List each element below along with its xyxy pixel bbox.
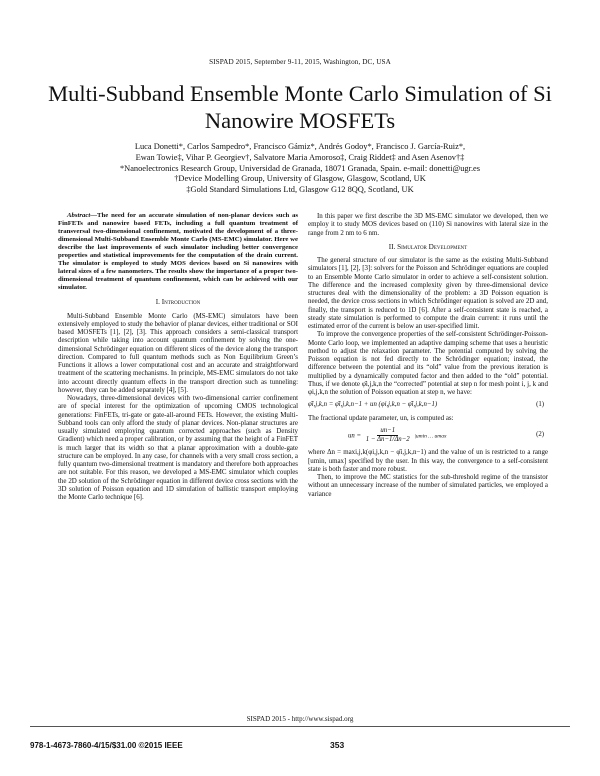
conference-header: SISPAD 2015, September 9-11, 2015, Washington, DC, USA <box>209 58 391 66</box>
equation-1-number: (1) <box>536 401 544 409</box>
paper-overview-paragraph: In this paper we first describe the 3D MS-EMC simulator we developed, then we employ it to study MOS devices based on (110) Si nanowires with lateral size in the range from 2 nm to 6 nm. <box>308 212 548 237</box>
footer-divider <box>30 726 570 727</box>
intro-paragraph-2: Nowadays, three-dimensional devices with two-dimensional carrier confinement are of special interest for the optimization of upcoming CMOS technological generations: FinFETs, tri-gate or gate-all-around FETs. However, the existing Multi-Subband tools can only afford the study of planar devices. Non-planar structures are usually simulated employing quantum corrected approaches (such as Density Gradient) which need a proper calibration, or by assuming that the height of a FinFET is much larger that its width so that a planar approximation with a double-gate structure can be employed. In any case, for channels with a very small cross section, a fully quantum two-dimensional treatment is mandatory and therefore both approaches are not suitable. For this reason, we developed a MS-EMC simulator which couples the 2D solution of the Schrödinger equation in different device cross sections with the 3D solution of Poisson equation and 1D simulation of ballistic transport employing the Monte Carlo technique [6]. <box>58 394 298 502</box>
equation-2-limits: |umin … umax <box>414 433 447 440</box>
simulator-paragraph-3: where Δn = maxi,j,k(φi,j,k,n − φ̄i,j,k,n−1) and the value of un is restricted to a range [umin, umax] specified by the user. In this way, the convergence to a self-consistent state is both faster and more robust. <box>308 448 548 473</box>
equation-2-numerator: un−1 <box>377 427 398 436</box>
affiliation-3: ‡Gold Standard Simulations Ltd, Glasgow G12 8QQ, Scotland, UK <box>186 185 414 195</box>
affiliation-2: †Device Modelling Group, University of Glasgow, Glasgow, Scotland, UK <box>174 174 426 184</box>
author-names-line2: Ewan Towie‡, Vihar P. Georgiev†, Salvatore Maria Amoroso‡, Craig Riddet‡ and Asen Asenov†‡ <box>135 152 465 162</box>
paper-title: Multi-Subband Ensemble Monte Carlo Simulation of Si Nanowire MOSFETs <box>48 81 552 133</box>
equation-2-number: (2) <box>536 431 544 439</box>
section-heading-introduction: I. Introduction <box>155 298 201 307</box>
section-heading-simulator: II. Simulator Development <box>388 242 468 251</box>
abstract <box>58 212 298 292</box>
author-block <box>40 142 560 196</box>
footer-site: SISPAD 2015 - http://www.sispad.org <box>246 715 354 723</box>
abstract-text: —The need for an accurate simulation of non-planar devices such as FinFETs and nanowire based FETs, including a full quantum treatment of transversal two-dimensional confinement, motivated the development of a three-dimensional Multi-Subband Ensemble Monte Carlo (MS-EMC) simulator. Here we describe the last improvements of such simulator including better convergence properties and statistical improvements for the computation of the drain current. The simulator is employed to study MOS devices based on Si nanowires with lateral sizes of a few nanometers. The results show the importance of a proper two-dimensional treatment of quantum confinement, which can be achieved with our simulator. <box>58 212 298 292</box>
equation-2-denominator: 1 − Δn−1/Δn−2 <box>365 436 410 443</box>
equation-1 <box>308 401 548 409</box>
left-column <box>58 212 298 501</box>
simulator-paragraph-2: To improve the convergence properties of the self-consistent Schrödinger-Poisson-Monte Carlo loop, we implemented an adaptive damping scheme that uses a heuristic method to adjust the relaxation parameter. The potential computed by solving the Poisson equation is not fed directly to the Schrödinger equation; instead, the difference between the potential and its “old” value from the previous iteration is multiplied by a dynamically computed factor and then added to the “old” potential. Thus, if we denote φ̄i,j,k,n the “corrected” potential at step n for mesh point i, j, k and φi,j,k,n the solution of Poisson equation at step n, we have: <box>308 330 548 396</box>
simulator-paragraph-4: Then, to improve the MC statistics for the sub-threshold regime of the transistor without an unnecessary increase of the number of simulated particles, we employed a variance <box>308 473 548 498</box>
intro-paragraph-1: Multi-Subband Ensemble Monte Carlo (MS-EMC) simulators have been extensively employed to study the behavior of planar devices, either traditional or SOI based MOSFETs [1], [2], [3]. This approach considers a semi-classical transport description while taking into account quantum confinement by solving the one-dimensional Schrödinger equation on different slices of the device along the transport direction. Compared to full quantum methods such as Non Equilibrium Green’s Functions it allows a lower computational cost and an accurate and straightforward treatment of the scattering mechanisms. In principle, MS-EMC simulators do not take into account directly quantum effects in the transport direction such as tunneling: however, they can be added separately [4], [5]. <box>58 311 298 394</box>
equation-2-lhs: un = <box>348 432 362 440</box>
affiliation-1: *Nanoelectronics Research Group, Universidad de Granada, 18071 Granada, Spain. e-mail: donetti@ugr.es <box>119 163 481 173</box>
update-parameter-text: The fractional update parameter, un, is computed as: <box>308 413 454 422</box>
footer-isbn: 978-1-4673-7860-4/15/$31.00 ©2015 IEEE <box>30 741 183 750</box>
author-names-line1: Luca Donetti*, Carlos Sampedro*, Francisco Gámiz*, Andrés Godoy*, Francisco J. García-Ruiz*, <box>134 142 466 151</box>
equation-2 <box>308 427 548 445</box>
simulator-paragraph-1: The general structure of our simulator is the same as the existing Multi-Subband simulators [1], [2], [3]: solvers for the Poisson and Schrödinger equations are coupled to an Ensemble Monte Carlo simulator in order to achieve a self-consistent solution. The difference and the increased complexity given by three-dimensional device structures deal with the dimensionality of the problem: a 3D Poisson equation is needed, the device cross sections in which Schrödinger equation is solved are 2D and, finally, the transport is reduced to 1D [6]. After a self-consistent state is reached, a steady state simulation is performed to compute the drain current: it runs until the estimated error of the current is below an user-specified limit. <box>308 256 548 330</box>
page-number: 353 <box>330 740 345 750</box>
abstract-label: Abstract <box>67 212 91 219</box>
equation-2-fraction <box>366 427 410 445</box>
equation-1-body: φ̄i,j,k,n = φ̄i,j,k,n−1 + un (φi,j,k,n − φ̄i,j,k,n−1) <box>308 401 438 409</box>
right-column <box>308 212 548 498</box>
